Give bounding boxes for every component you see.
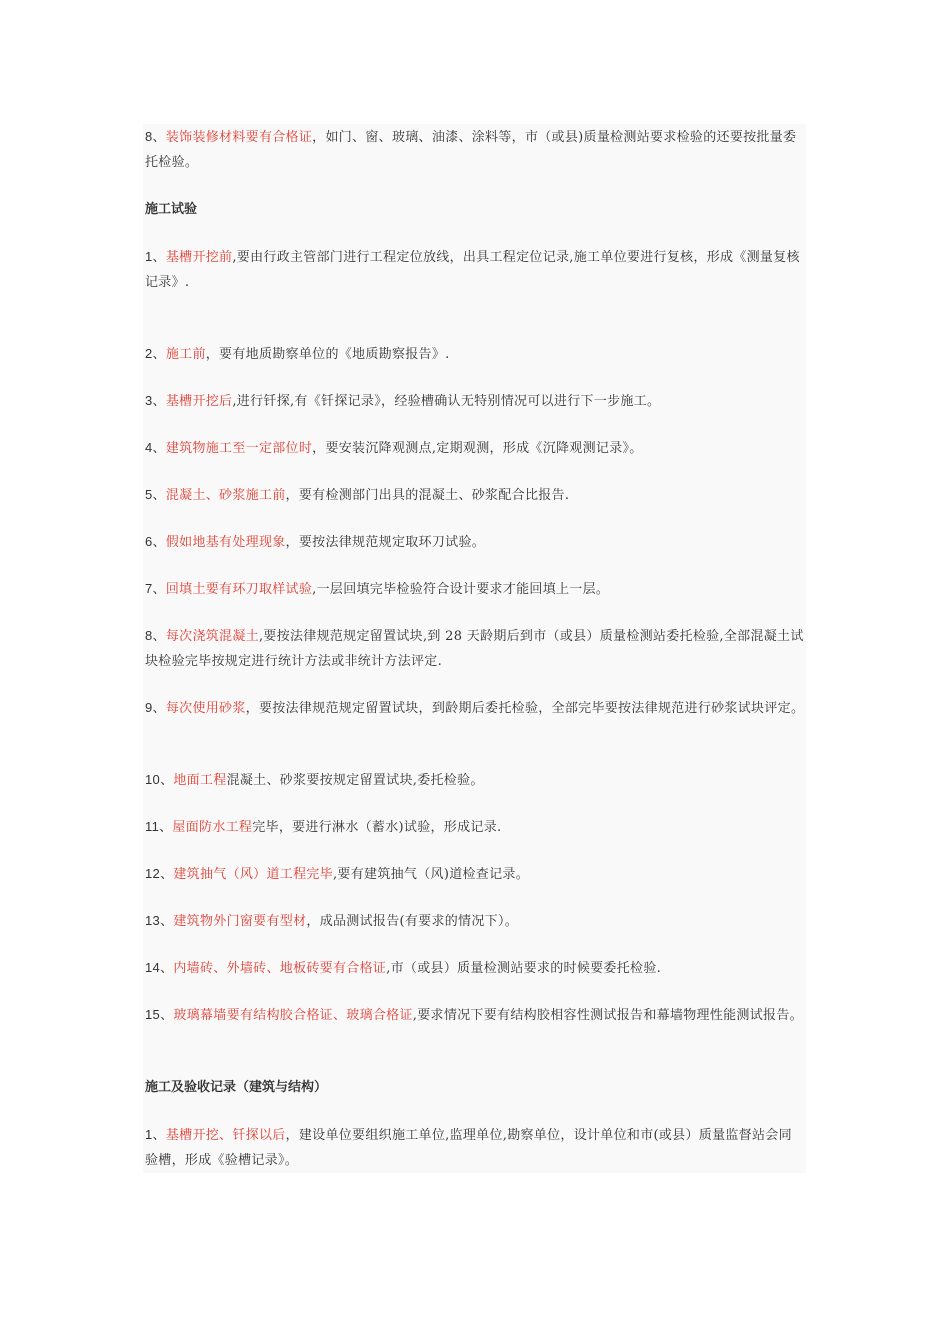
- paragraph-item-11: [145, 814, 805, 840]
- highlight-text: 建筑物外门窗要有型材: [173, 914, 307, 929]
- body-text: ,要求情况下要有结构胶相容性测试报告和幕墙物理性能测试报告。: [412, 1008, 803, 1023]
- body-text: ,一层回填完毕检验符合设计要求才能回填上一层。: [312, 582, 610, 597]
- item-separator: 、: [152, 250, 166, 265]
- paragraph-item-8: [145, 623, 805, 674]
- item-number: 4: [145, 440, 153, 455]
- paragraph-item-4: [145, 435, 805, 461]
- body-text: ，要有地质勘察单位的《地质勘察报告》.: [205, 347, 450, 362]
- paragraph-acceptance-item-1: [145, 1122, 805, 1173]
- item-number: 5: [145, 487, 153, 502]
- highlight-text: 基槽开挖、钎探以后: [165, 1128, 286, 1143]
- highlight-text: 地面工程: [173, 773, 227, 788]
- body-text: ，如门、窗、玻璃、油漆、涂料等，市（或县)质量检测站要求检验的还要按批量委托检验。: [145, 130, 797, 170]
- item-number: 6: [145, 534, 153, 549]
- paragraph-item-13: [145, 908, 805, 934]
- body-text: ，成品测试报告(有要求的情况下）。: [306, 914, 519, 929]
- item-separator: 、: [159, 820, 173, 835]
- item-separator: 、: [160, 961, 174, 976]
- paragraph-item-10: [145, 767, 805, 793]
- item-separator: 、: [160, 914, 174, 929]
- paragraph-item-5: [145, 482, 805, 508]
- item-separator: 、: [152, 629, 166, 644]
- body-text: ，要安装沉降观测点,定期观测，形成《沉降观测记录》。: [312, 441, 643, 456]
- paragraph-item-3: [145, 388, 805, 414]
- item-number: 1: [145, 249, 153, 264]
- highlight-text: 每次使用砂浆: [165, 701, 246, 716]
- item-number: 3: [145, 393, 153, 408]
- highlight-text: 每次浇筑混凝土: [165, 629, 259, 644]
- item-separator: 、: [160, 867, 174, 882]
- body-text: ，建设单位要组织施工单位,监理单位,勘察单位，设计单位和市(或县）质量监督站会同验槽，形成《验槽记录》。: [145, 1128, 792, 1168]
- body-text: ,要由行政主管部门进行工程定位放线，出具工程定位记录,施工单位要进行复核，形成《测量复核记录》.: [145, 250, 800, 290]
- item-separator: 、: [152, 535, 166, 550]
- paragraph-item-9: [145, 695, 805, 721]
- highlight-text: 基槽开挖前: [165, 250, 233, 265]
- highlight-text: 施工前: [165, 347, 206, 362]
- body-text: ,市（或县）质量检测站要求的时候要委托检验.: [386, 961, 662, 976]
- highlight-text: 混凝土、砂浆施工前: [165, 488, 286, 503]
- highlight-text: 回填土要有环刀取样试验: [165, 582, 313, 597]
- highlight-text: 装饰装修材料要有合格证: [165, 130, 313, 145]
- item-number: 11: [145, 819, 160, 834]
- highlight-text: 玻璃幕墙要有结构胶合格证、玻璃合格证: [173, 1008, 413, 1023]
- item-number: 1: [145, 1127, 153, 1142]
- highlight-text: 建筑抽气（风）道工程完毕: [173, 867, 333, 882]
- heading-construction-acceptance: 施工及验收记录（建筑与结构）: [145, 1080, 328, 1095]
- highlight-text: 假如地基有处理现象: [165, 535, 286, 550]
- body-text: ，要按法律规范规定留置试块，到龄期后委托检验，全部完毕要按法律规范进行砂浆试块评定。: [245, 701, 805, 716]
- heading-construction-test: 施工试验: [145, 202, 198, 217]
- paragraph-item-2: [145, 341, 805, 367]
- paragraph-item-7: [145, 576, 805, 602]
- item-number: 7: [145, 581, 153, 596]
- body-text: ，要有检测部门出具的混凝土、砂浆配合比报告.: [285, 488, 570, 503]
- body-text: ,要按法律规范规定留置试块,到 28 天龄期后到市（或县）质量检测站委托检验,全部混凝土试块检验完毕按规定进行统计方法或非统计方法评定.: [145, 629, 804, 669]
- item-number: 12: [145, 866, 161, 881]
- highlight-text: 基槽开挖后: [165, 394, 233, 409]
- item-separator: 、: [152, 488, 166, 503]
- item-number: 14: [145, 960, 161, 975]
- item-number: 15: [145, 1007, 161, 1022]
- paragraph-item-14: [145, 955, 805, 981]
- highlight-text: 建筑物施工至一定部位时: [165, 441, 313, 456]
- item-separator: 、: [152, 394, 166, 409]
- item-number: 2: [145, 346, 153, 361]
- highlight-text: 内墙砖、外墙砖、地板砖要有合格证: [173, 961, 387, 976]
- body-text: 完毕，要进行淋水（蓄水)试验，形成记录.: [252, 820, 502, 835]
- document-content: [143, 124, 806, 1173]
- body-text: ,要有建筑抽气（风)道检查记录。: [332, 867, 529, 882]
- item-number: 9: [145, 700, 153, 715]
- item-separator: 、: [152, 1128, 166, 1143]
- item-number: 13: [145, 913, 161, 928]
- highlight-text: 屋面防水工程: [172, 820, 253, 835]
- paragraph-item-15: [145, 1002, 805, 1028]
- item-separator: 、: [152, 441, 166, 456]
- body-text: ,进行钎探,有《钎探记录》，经验槽确认无特别情况可以进行下一步施工。: [232, 394, 661, 409]
- paragraph-material-certificate: [145, 124, 805, 175]
- item-separator: 、: [152, 701, 166, 716]
- paragraph-item-6: [145, 529, 805, 555]
- body-text: 混凝土、砂浆要按规定留置试块,委托检验。: [226, 773, 484, 788]
- item-separator: 、: [160, 1008, 174, 1023]
- item-separator: 、: [160, 773, 174, 788]
- item-separator: 、: [152, 130, 166, 145]
- item-number: 10: [145, 772, 161, 787]
- paragraph-item-1: [145, 244, 805, 295]
- item-separator: 、: [152, 582, 166, 597]
- item-separator: 、: [152, 347, 166, 362]
- body-text: ，要按法律规范规定取环刀试验。: [285, 535, 486, 550]
- item-number: 8: [145, 129, 153, 144]
- item-number: 8: [145, 628, 153, 643]
- paragraph-item-12: [145, 861, 805, 887]
